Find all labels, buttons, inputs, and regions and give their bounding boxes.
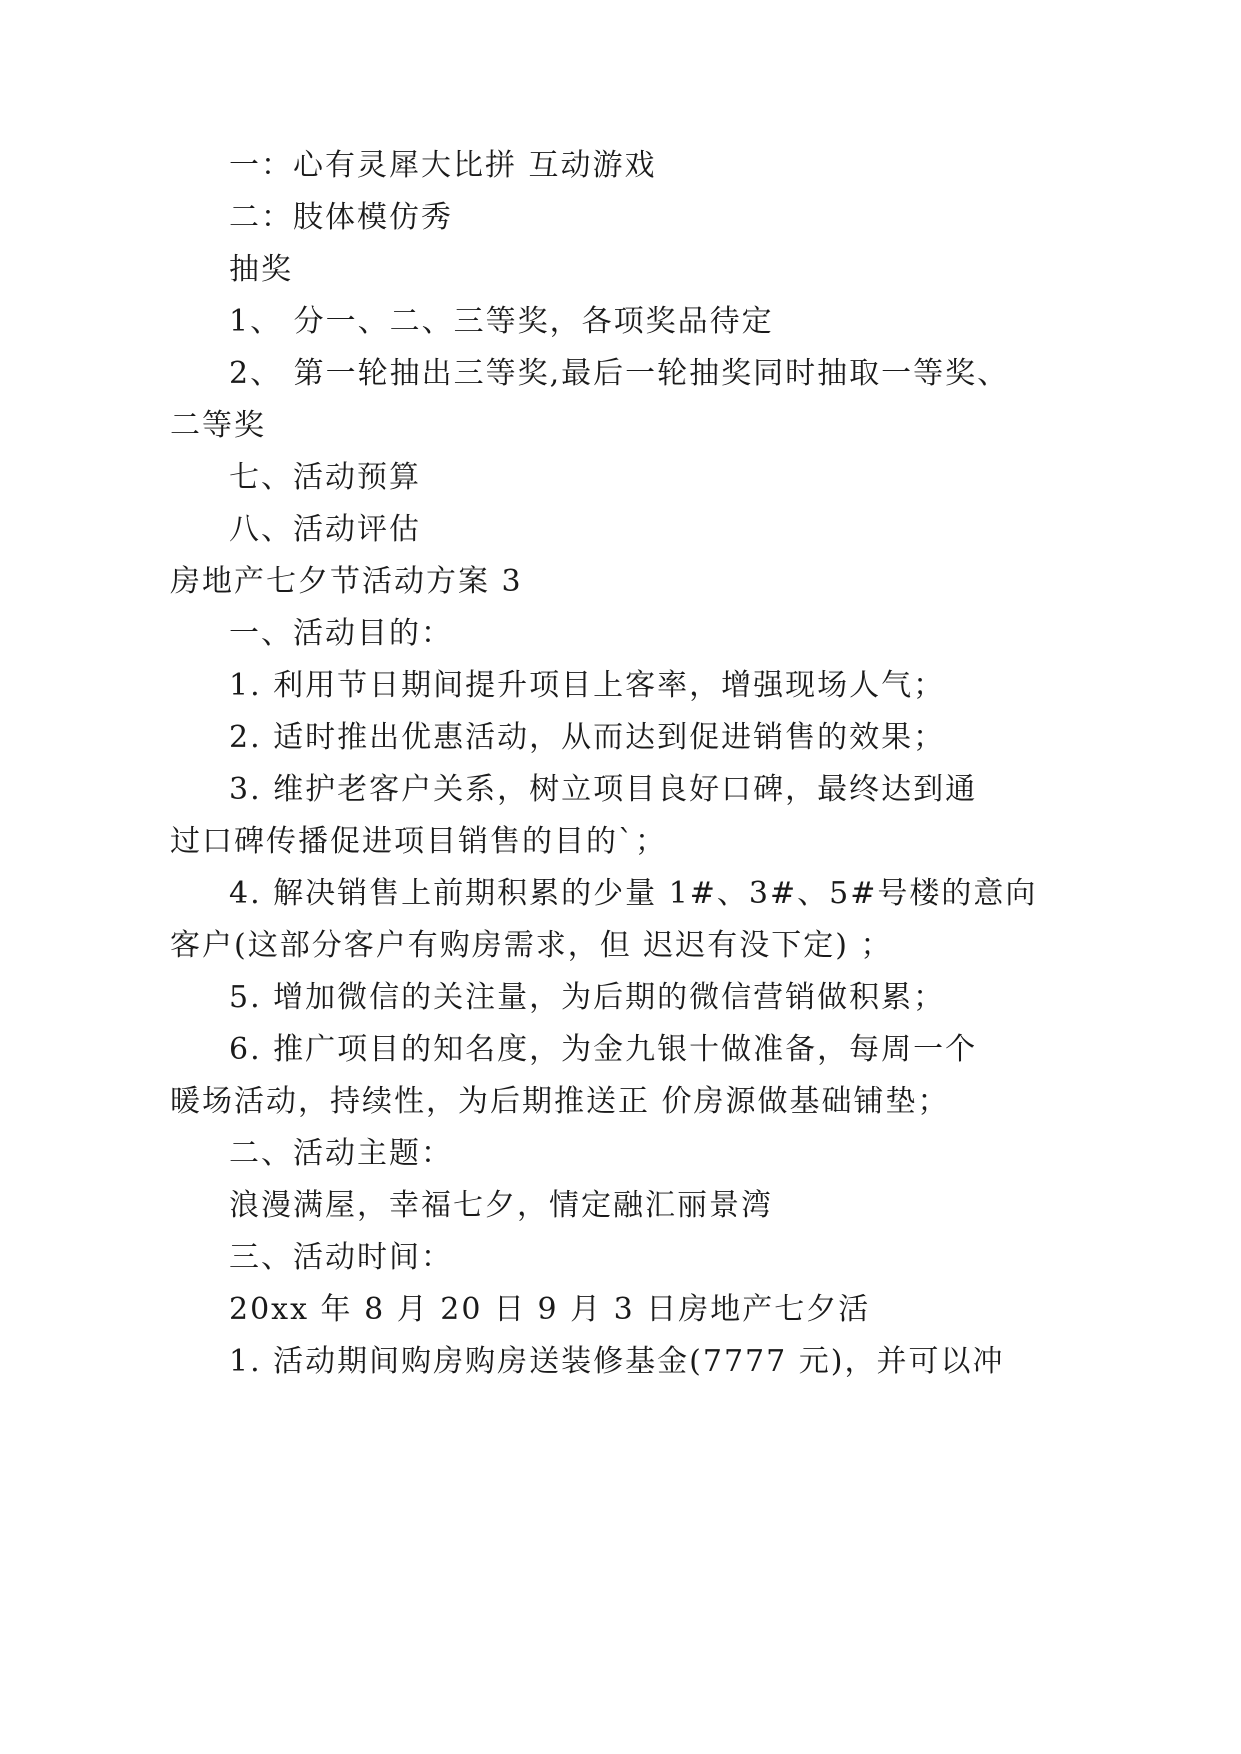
paragraph-line: 3. 维护老客户关系，树立项目良好口碑，最终达到通 [229,772,978,807]
paragraph-line: 八、活动评估 [229,512,421,547]
paragraph-line: 二：肢体模仿秀 [229,200,453,235]
paragraph-line: 1、 分一、二、三等奖，各项奖品待定 [229,304,774,339]
paragraph-line: 5. 增加微信的关注量，为后期的微信营销做积累； [229,980,946,1015]
paragraph-line: 抽奖 [229,252,293,287]
paragraph-line: 6. 推广项目的知名度，为金九银十做准备，每周一个 [229,1032,978,1067]
section-heading: 房地产七夕节活动方案 3 [170,564,523,599]
paragraph-line: 2、 第一轮抽出三等奖,最后一轮抽奖同时抽取一等奖、 [229,356,1010,391]
paragraph-line: 暖场活动，持续性，为后期推送正 价房源做基础铺垫； [170,1084,950,1119]
paragraph-line: 2. 适时推出优惠活动，从而达到促进销售的效果； [229,720,946,755]
paragraph-line: 过口碑传播促进项目销售的目的`； [170,824,667,859]
paragraph-line: 七、活动预算 [229,460,421,495]
paragraph-line: 一：心有灵犀大比拼 互动游戏 [229,148,657,183]
paragraph-line: 4. 解决销售上前期积累的少量 1#、3#、5#号楼的意向 [229,876,1038,911]
paragraph-line: 20xx 年 8 月 20 日 9 月 3 日房地产七夕活 [229,1292,871,1327]
paragraph-line: 三、活动时间： [229,1240,453,1275]
paragraph-line: 1. 利用节日期间提升项目上客率，增强现场人气； [229,668,946,703]
paragraph-line: 1. 活动期间购房购房送装修基金(7777 元)，并可以冲 [229,1344,1005,1379]
paragraph-line: 二等奖 [170,408,266,443]
paragraph-line: 浪漫满屋，幸福七夕，情定融汇丽景湾 [229,1188,773,1223]
paragraph-line: 客户(这部分客户有购房需求，但 迟迟有没下定) ； [170,928,893,963]
paragraph-line: 二、活动主题： [229,1136,453,1171]
paragraph-line: 一、活动目的： [229,616,453,651]
